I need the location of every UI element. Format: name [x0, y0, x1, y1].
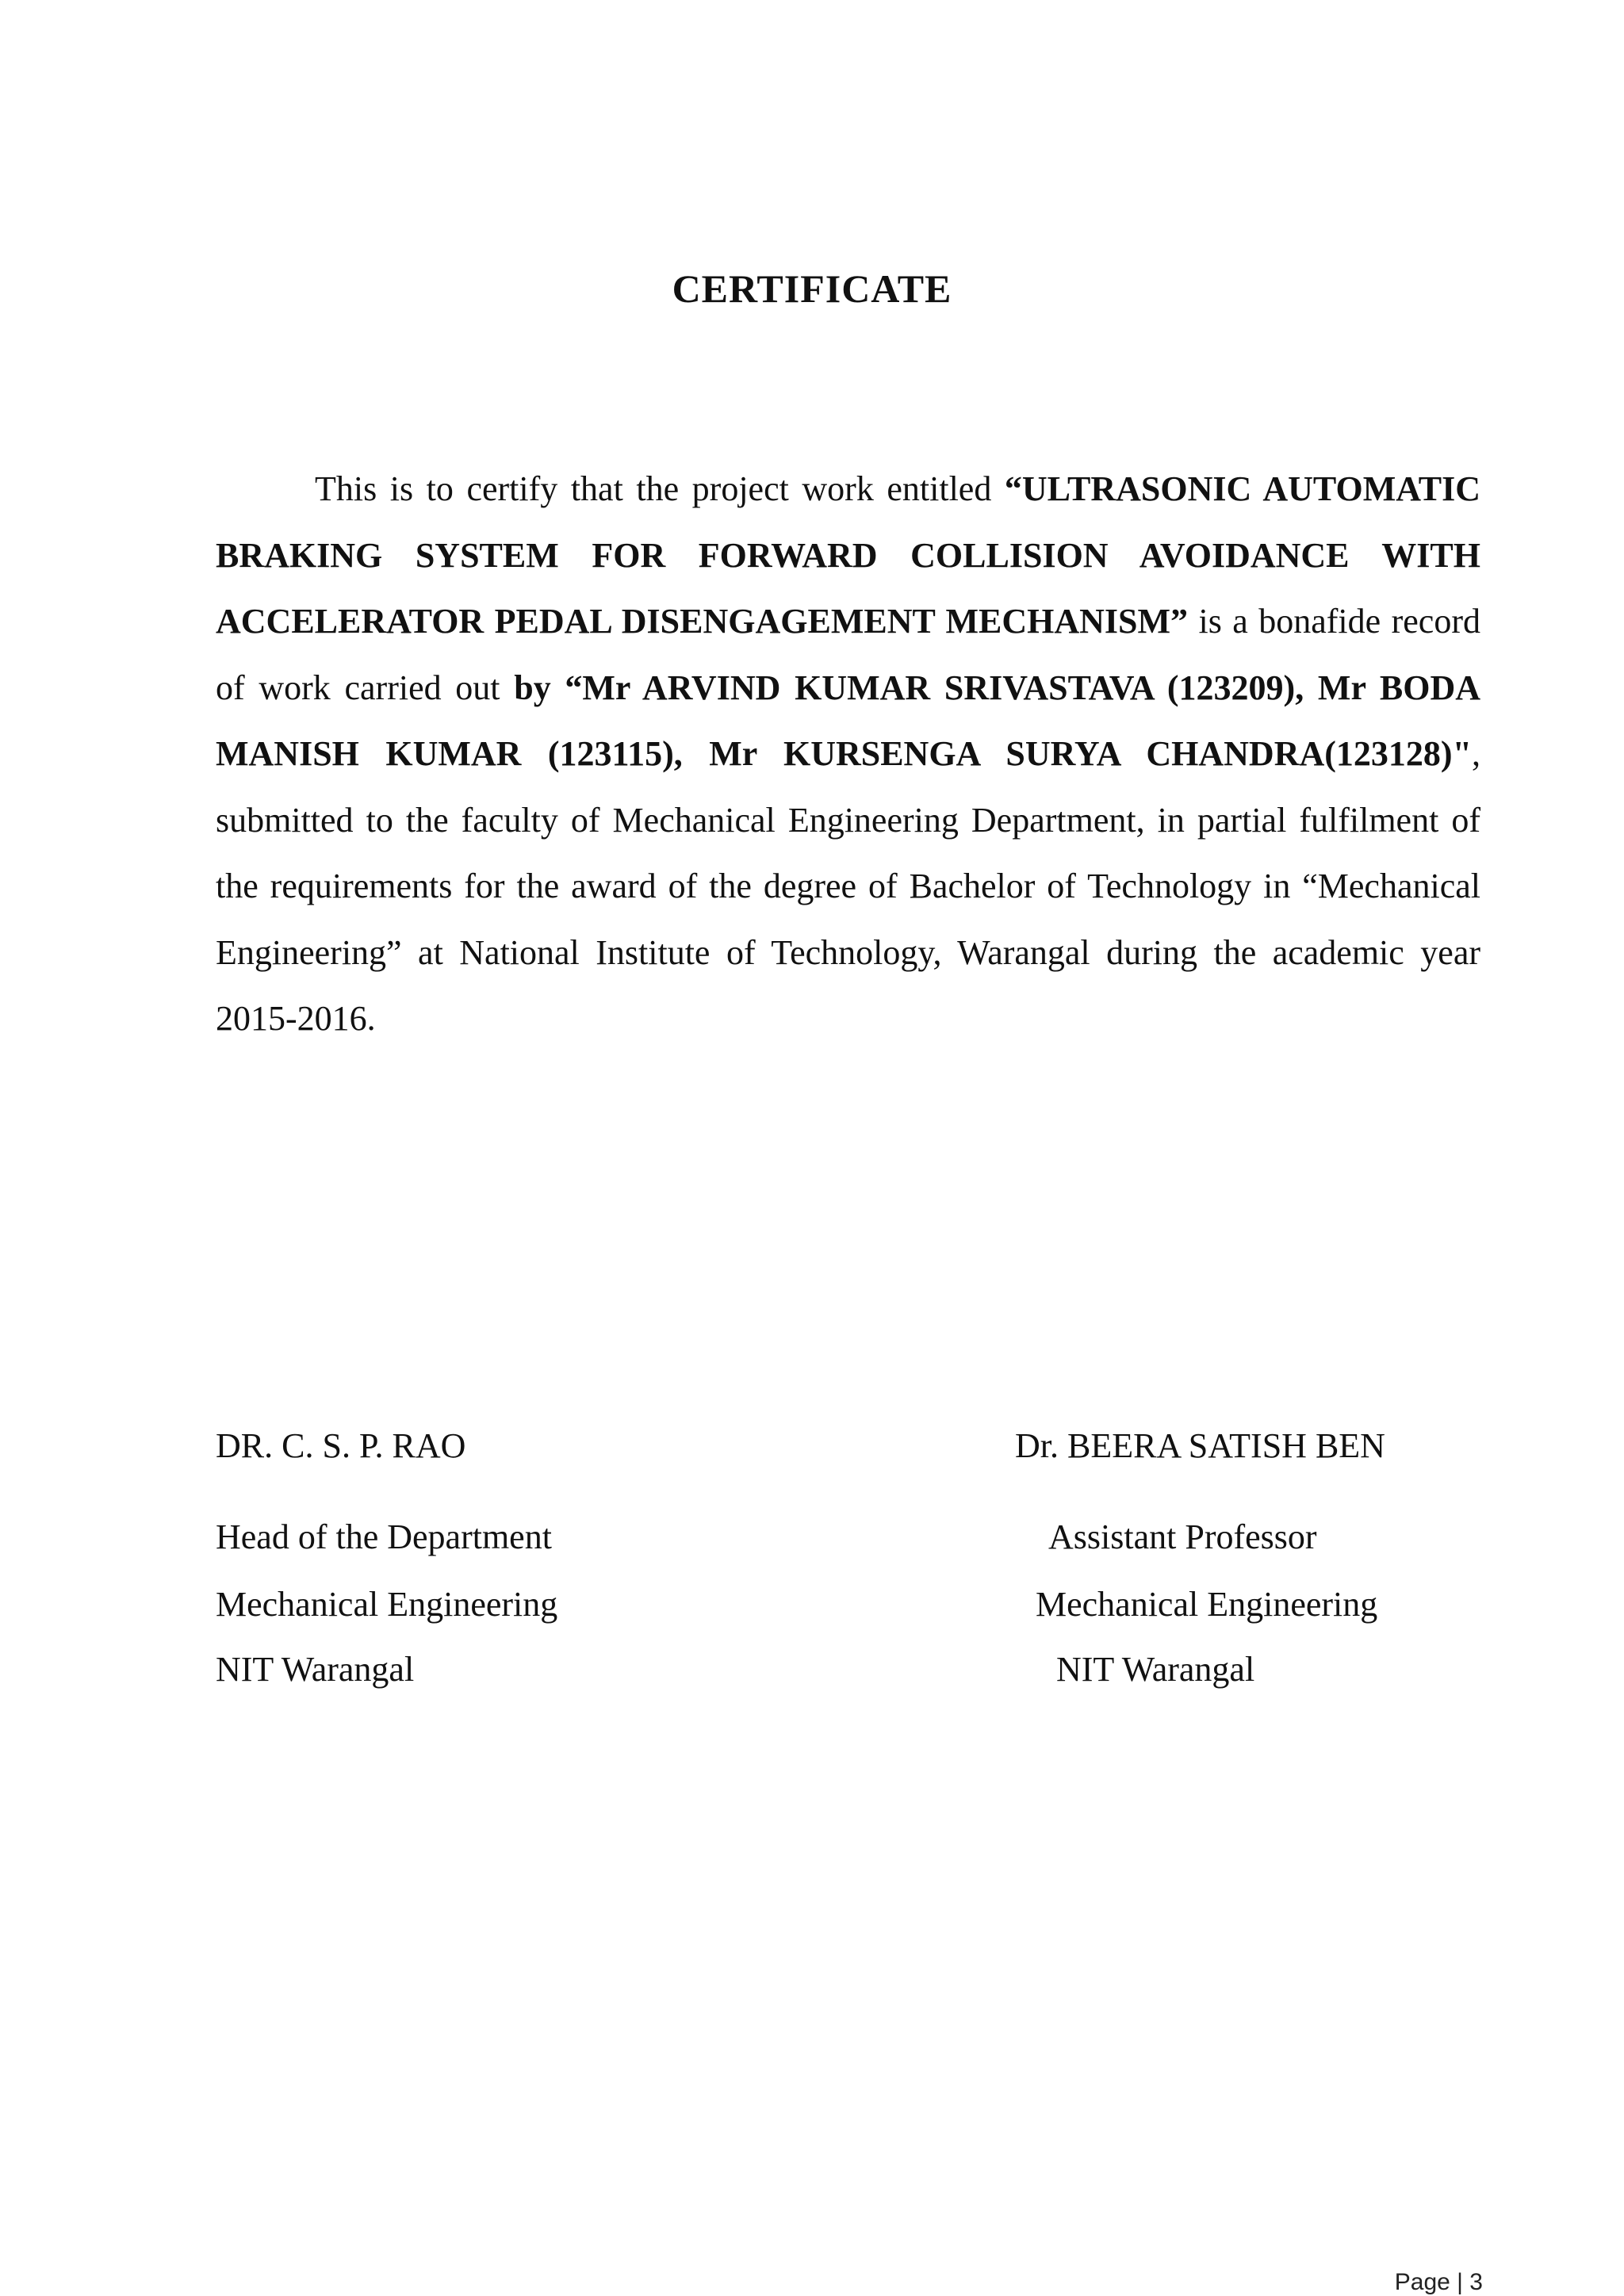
student-names: by “Mr ARVIND KUMAR SRIVASTAVA (123209), Mr BODA MANISH KUMAR (123115), Mr KURSENGA SURYA CHANDRA(123128)"	[216, 668, 1480, 773]
signatory-department: Mechanical Engineering	[216, 1585, 558, 1624]
signatory-institute: NIT Warangal	[1056, 1650, 1255, 1689]
signatory-designation: Head of the Department	[216, 1517, 552, 1556]
signatory-institute: NIT Warangal	[216, 1650, 415, 1689]
project-title: “ULTRASONIC AUTOMATIC BRAKING SYSTEM FOR FORWARD COLLISION AVOIDANCE WITH ACCELERATOR PEDAL DISENGAGEMENT MECHANISM”	[216, 469, 1480, 641]
body-record-text: is a bonafide record of work carried out	[216, 602, 1480, 707]
certificate-body	[216, 456, 1480, 1052]
signatory-name: Dr. BEERA SATISH BEN	[1015, 1426, 1385, 1465]
page-title: CERTIFICATE	[672, 266, 952, 311]
page-number: Page | 3	[1394, 2269, 1483, 2295]
signatory-name: DR. C. S. P. RAO	[216, 1426, 466, 1465]
signatory-designation: Assistant Professor	[1048, 1517, 1317, 1556]
body-submission-text: , submitted to the faculty of Mechanical Engineering Department, in partial fulfilment of the requirements for the award of the degree of Bachelor of Technology in “Mechanical Engineering” at National Institute of Technology, Warangal during the academic year 2015-2016.	[216, 734, 1480, 1038]
signatory-department: Mechanical Engineering	[1036, 1585, 1378, 1624]
body-intro-text: This is to certify that the project work entitled	[315, 469, 1005, 508]
